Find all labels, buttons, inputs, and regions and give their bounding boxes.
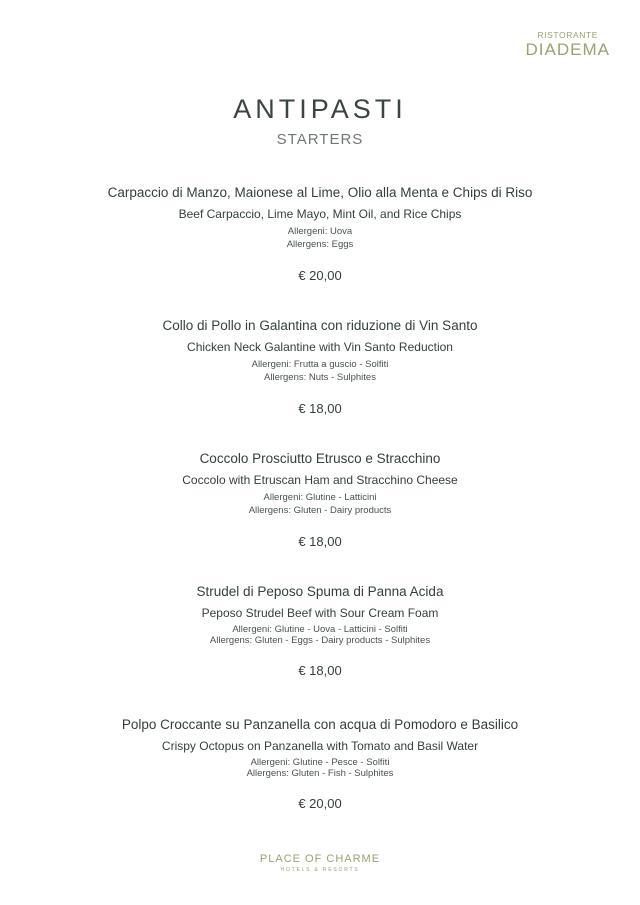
dish-name-italian: Collo di Pollo in Galantina con riduzione di Vin Santo <box>162 318 478 333</box>
allergens-english: Allergens: Gluten - Dairy products <box>248 505 392 516</box>
menu-item <box>0 583 640 716</box>
menu-item <box>0 184 640 317</box>
allergens-english: Allergens: Nuts - Sulphites <box>264 372 376 383</box>
section-subtitle: STARTERS <box>276 131 364 148</box>
menu-item <box>0 317 640 450</box>
dish-name-italian: Carpaccio di Manzo, Maionese al Lime, Olio alla Menta e Chips di Riso <box>107 185 533 200</box>
dish-price: € 20,00 <box>298 796 342 811</box>
allergens-english: Allergens: Eggs <box>286 239 354 250</box>
section-title: ANTIPASTI <box>233 94 407 124</box>
logo-small-text: RISTORANTE <box>537 30 599 40</box>
footer-brand: PLACE OF CHARME <box>259 853 381 865</box>
dish-name-english: Coccolo with Etruscan Ham and Stracchino Cheese <box>182 473 458 487</box>
dish-name-english: Beef Carpaccio, Lime Mayo, Mint Oil, and Rice Chips <box>178 207 462 221</box>
dish-price: € 18,00 <box>298 663 342 678</box>
dish-name-italian: Polpo Croccante su Panzanella con acqua di Pomodoro e Basilico <box>121 717 519 732</box>
logo-big-text: DIADEMA <box>525 40 610 59</box>
dish-name-english: Crispy Octopus on Panzanella with Tomato and Basil Water <box>161 739 479 753</box>
footer-tagline: HOTELS & RESORTS <box>280 867 360 873</box>
dish-price: € 18,00 <box>298 534 342 549</box>
menu-list <box>0 184 640 849</box>
dish-name-italian: Strudel di Peposo Spuma di Panna Acida <box>196 584 444 599</box>
menu-item <box>0 450 640 583</box>
allergens-english: Allergens: Gluten - Eggs - Dairy products - Sulphites <box>209 635 431 646</box>
dish-name-english: Peposo Strudel Beef with Sour Cream Foam <box>201 606 439 620</box>
allergens-italian: Allergeni: Frutta a guscio - Solfiti <box>251 359 389 370</box>
allergens-english: Allergens: Gluten - Fish - Sulphites <box>246 768 394 779</box>
dish-name-italian: Coccolo Prosciutto Etrusco e Stracchino <box>199 451 441 466</box>
allergens-italian: Allergeni: Glutine - Latticini <box>263 492 377 503</box>
menu-header <box>0 92 640 150</box>
allergens-italian: Allergeni: Uova <box>287 226 353 237</box>
allergens-italian: Allergeni: Glutine - Pesce - Solfiti <box>250 757 390 768</box>
allergens-italian: Allergeni: Glutine - Uova - Latticini - Solfiti <box>232 624 408 635</box>
dish-name-english: Chicken Neck Galantine with Vin Santo Reduction <box>187 340 453 354</box>
restaurant-logo <box>526 30 610 60</box>
menu-item <box>0 716 640 849</box>
dish-price: € 20,00 <box>298 268 342 283</box>
footer-logo <box>0 852 640 874</box>
dish-price: € 18,00 <box>298 401 342 416</box>
